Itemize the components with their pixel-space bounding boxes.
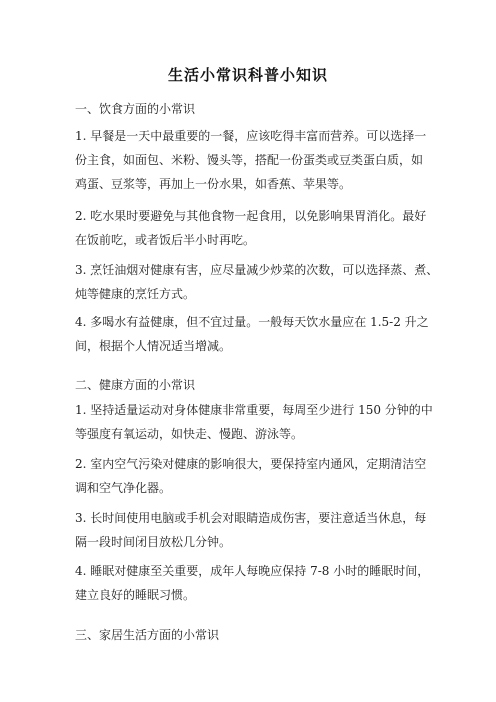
section-heading-home: 三、家居生活方面的小常识 xyxy=(75,628,220,642)
paragraph-line: 鸡蛋、豆浆等，再加上一份水果，如香蕉、苹果等。 xyxy=(75,177,352,191)
list-item xyxy=(75,506,435,554)
paragraph-line: 2. 吃水果时要避免与其他食物一起食用，以免影响果胃消化。最好 xyxy=(75,209,427,223)
paragraph-line: 等强度有氧运动，如快走、慢跑、游泳等。 xyxy=(75,427,304,441)
paragraph-line: 间，根据个人情况适当增减。 xyxy=(75,339,232,353)
paragraph-line: 在饭前吃，或者饭后半小时再吃。 xyxy=(75,233,256,247)
paragraph-line: 隔一段时间闭目放松几分钟。 xyxy=(75,535,232,549)
section-heading-diet: 一、饮食方面的小常识 xyxy=(75,102,196,116)
paragraph-line: 建立良好的睡眠习惯。 xyxy=(75,588,196,602)
paragraph-line: 1. 坚持适量运动对身体健康非常重要，每周至少进行 150 分钟的中 xyxy=(75,403,433,417)
paragraph-line: 2. 室内空气污染对健康的影响很大，要保持室内通风，定期清洁空 xyxy=(75,457,427,471)
paragraph-line: 份主食，如面包、米粉、馒头等，搭配一份蛋类或豆类蛋白质，如 xyxy=(75,153,424,167)
paragraph-line: 调和空气净化器。 xyxy=(75,481,172,495)
paragraph-line: 4. 多喝水有益健康，但不宜过量。一般每天饮水量应在 1.5-2 升之 xyxy=(75,315,429,329)
paragraph-line: 1. 早餐是一天中最重要的一餐，应该吃得丰富而营养。可以选择一 xyxy=(75,129,427,143)
section-heading-health: 二、健康方面的小常识 xyxy=(75,378,196,392)
document-title: 生活小常识科普小知识 xyxy=(167,66,328,84)
list-item xyxy=(75,452,435,500)
paragraph-line: 炖等健康的烹饪方式。 xyxy=(75,287,196,301)
list-item xyxy=(75,204,435,252)
list-item xyxy=(75,559,435,607)
list-item xyxy=(75,258,439,306)
paragraph-line: 4. 睡眠对健康至关重要，成年人每晚应保持 7-8 小时的睡眠时间， xyxy=(75,564,430,578)
list-item xyxy=(75,398,435,446)
list-item xyxy=(75,124,435,196)
paragraph-line: 3. 长时间使用电脑或手机会对眼睛造成伤害，要注意适当休息，每 xyxy=(75,511,427,525)
list-item xyxy=(75,310,435,358)
paragraph-line: 3. 烹饪油烟对健康有害，应尽量减少炒菜的次数，可以选择蒸、煮、 xyxy=(75,263,439,277)
